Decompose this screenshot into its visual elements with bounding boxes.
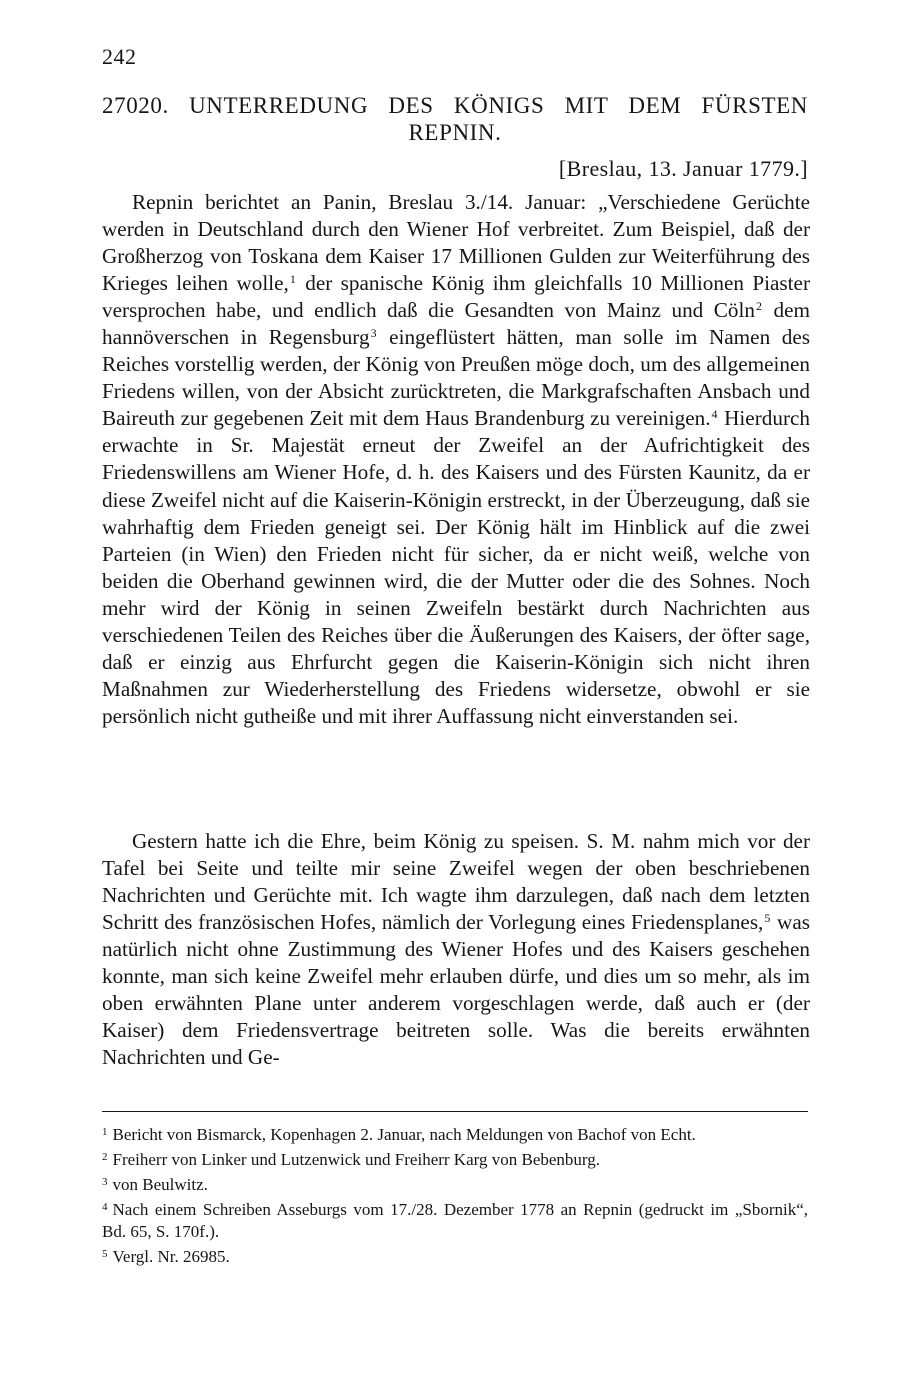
footnote-5 (102, 1243, 808, 1268)
footnote-ref-3: 3 (370, 326, 377, 341)
paragraph-1 (102, 189, 810, 730)
document-date: [Breslau, 13. Januar 1779.] (558, 156, 808, 181)
footnote-1 (102, 1121, 808, 1146)
page-number: 242 (102, 44, 137, 69)
footnote-2 (102, 1146, 808, 1171)
paragraph-2-text-2: was natürlich nicht ohne Zustimmung des Wiener Hofes und des Kaisers geschehen konnte, man sich keine Zweifel mehr erlauben dürfe, und dies um so mehr, als im oben erwähnten Plane unter anderem vorgeschlagen werde, daß auch er (der Kaiser) dem Friedensvertrage beitreten solle. Was die bereits erwähnten Nachrichten und Ge- (102, 910, 810, 1070)
footnote-text: Bericht von Bismarck, Kopenhagen 2. Januar, nach Meldungen von Bachof von Echt. (112, 1125, 696, 1144)
heading-line-2: REPNIN. (408, 120, 502, 145)
footnote-text: Freiherr von Linker und Lutzenwick und Freiherr Karg von Bebenburg. (112, 1150, 601, 1169)
paragraph-1-text-4: eingeflüstert hätten, man solle im Namen des Reiches vorstellig werden, der König von Preußen möge doch, um des allgemeinen Friedens willen, von der Absicht zurücktreten, die Markgrafschaften Ansbach und Baireuth zur gegebenen Zeit mit dem Haus Brandenburg zu vereinigen. (102, 325, 810, 431)
paragraph-1-text-5: Hierdurch erwachte in Sr. Majestät erneut der Zweifel an der Aufrichtigkeit des Friedenswillens am Wiener Hofe, d. h. des Kaisers und des Fürsten Kaunitz, da er diese Zweifel nicht auf die Kaiserin-Königin erstreckt, in der Überzeugung, daß sie wahrhaftig dem Frieden geneigt sei. Der König hält im Hinblick auf die zwei Parteien (in Wien) den Frieden nicht für sicher, da er nicht weiß, welche von beiden die Oberhand gewinnen wird, die der Mutter oder die des Sohnes. Noch mehr wird der König in seinen Zweifeln bestärkt durch Nachrichten aus verschiedenen Teilen des Reiches über die Äußerungen des Kaisers, der öfter sage, daß er einzig aus Ehrfurcht gegen die Kaiserin-Königin sich nicht ihren Maßnahmen zur Wiederherstellung des Friedens widersetze, obwohl er sie persönlich nicht gutheiße und mit ihrer Auffassung nicht einverstanden sei. (102, 406, 811, 728)
footnote-ref-5: 5 (764, 911, 771, 926)
footnote-text: Nach einem Schreiben Asseburgs vom 17./28. Dezember 1778 an Repnin (gedruckt im „Sbornik“, Bd. 65, S. 170f.). (102, 1200, 808, 1241)
heading-line-1: 27020. UNTERREDUNG DES KÖNIGS MIT DEM FÜRSTEN (102, 93, 808, 118)
footnote-divider (102, 1111, 808, 1112)
footnotes-list (102, 1121, 808, 1268)
footnote-mark: 3 (102, 1176, 108, 1188)
footnote-mark: 2 (102, 1151, 108, 1163)
paragraph-1-text-2: der spanische König ihm gleichfalls 10 Millionen Piaster versprochen habe, und endlich daß die Gesandten von Mainz und Cöln (102, 271, 811, 323)
footnote-ref-4: 4 (711, 407, 718, 422)
paragraph-1-text-3: dem hannöverschen in Regensburg (102, 298, 810, 350)
footnote-ref-1: 1 (289, 272, 296, 287)
paragraph-2 (102, 828, 810, 1071)
footnote-3 (102, 1171, 808, 1196)
footnote-4 (102, 1196, 808, 1243)
footnote-ref-2: 2 (755, 299, 762, 314)
paragraph-1-text-1: Repnin berichtet an Panin, Breslau 3./14. Januar: „Verschiedene Gerüchte werden in Deutschland durch den Wiener Hof verbreitet. Zum Beispiel, daß der Großherzog von Toskana dem Kaiser 17 Millionen Gulden zur Weiterführung des Krieges leihen wolle, (102, 190, 810, 296)
document-heading (102, 92, 808, 146)
footnote-text: Vergl. Nr. 26985. (112, 1247, 230, 1266)
footnote-text: von Beulwitz. (112, 1175, 208, 1194)
footnote-mark: 1 (102, 1126, 108, 1138)
footnote-mark: 4 (102, 1201, 108, 1213)
footnote-mark: 5 (102, 1248, 108, 1260)
paragraph-2-text-1: Gestern hatte ich die Ehre, beim König zu speisen. S. M. nahm mich vor der Tafel bei Seite und teilte mir seine Zweifel wegen der oben beschriebenen Nachrichten und Gerüchte mit. Ich wagte ihm darzulegen, daß nach dem letzten Schritt des französischen Hofes, nämlich der Vorlegung eines Friedensplanes, (102, 829, 810, 935)
